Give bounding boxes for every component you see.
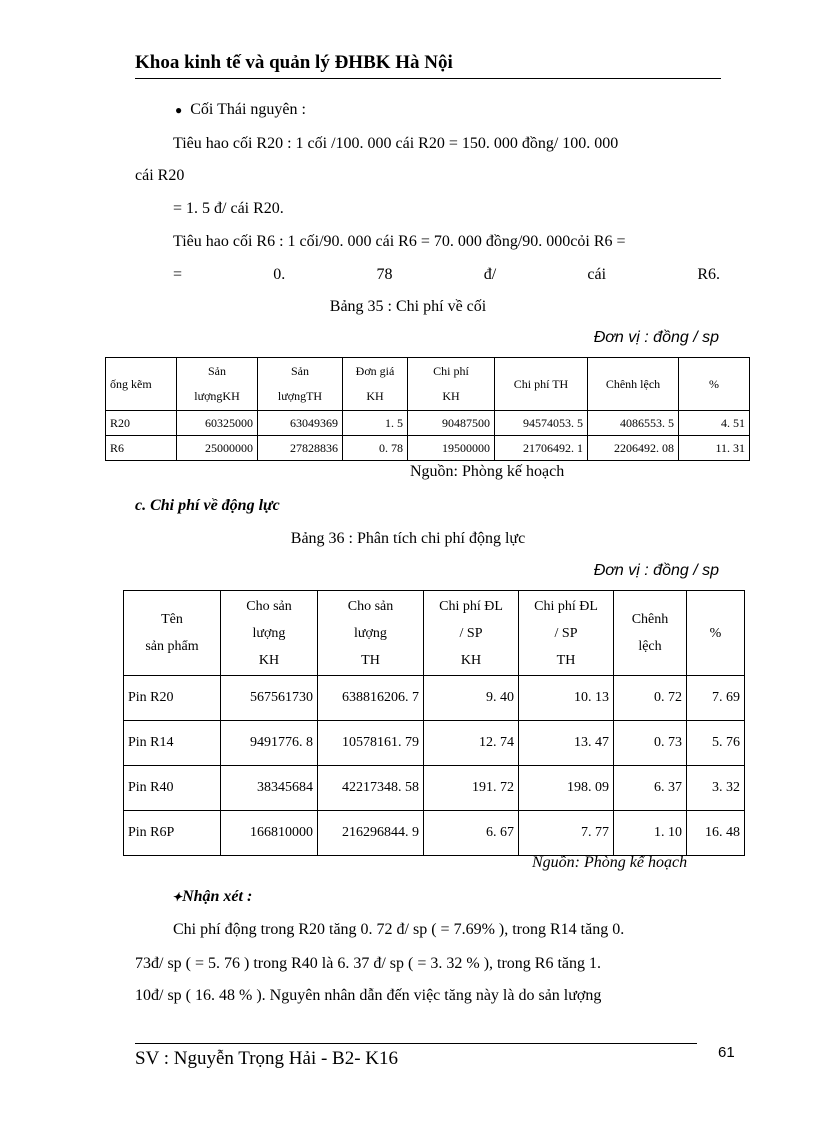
word: 0. xyxy=(273,266,286,283)
header-text: Chi phí ĐL / SP KH xyxy=(439,598,503,668)
header-cell xyxy=(424,591,519,676)
table-cell: 0. 73 xyxy=(614,721,687,766)
table-cell: 7. 77 xyxy=(519,811,614,856)
bullet-text: Cối Thái nguyên : xyxy=(190,101,306,118)
table-cell: 10. 13 xyxy=(519,676,614,721)
table-cell: R20 xyxy=(106,411,177,436)
bullet-dot-icon: ● xyxy=(175,103,183,117)
header-cell xyxy=(124,591,221,676)
table-source: Nguồn: Phòng kế hoạch xyxy=(532,854,688,871)
table-cell: 638816206. 7 xyxy=(318,676,424,721)
table-cell: 4. 51 xyxy=(679,411,750,436)
table-cell: 2206492. 08 xyxy=(588,436,679,461)
justified-line xyxy=(173,266,720,284)
header-cell: ống kẽm xyxy=(106,358,177,411)
paragraph-line: = 1. 5 đ/ cái R20. xyxy=(173,200,284,217)
word: = xyxy=(173,266,183,283)
table-cell: 9. 40 xyxy=(424,676,519,721)
footer-rule xyxy=(135,1043,697,1044)
word: 78 xyxy=(376,266,393,283)
header-cell xyxy=(221,591,318,676)
header-cell xyxy=(177,358,258,411)
table-cell: 0. 72 xyxy=(614,676,687,721)
table-cell: 90487500 xyxy=(408,411,495,436)
table-cell: 5. 76 xyxy=(687,721,745,766)
header-cell xyxy=(343,358,408,411)
header-cell xyxy=(519,591,614,676)
table-cell: Pin R20 xyxy=(124,676,221,721)
header-text: Chênh lệch xyxy=(631,612,669,654)
table-cell: 6. 37 xyxy=(614,766,687,811)
table-cell: 1. 10 xyxy=(614,811,687,856)
table-cell: Pin R14 xyxy=(124,721,221,766)
table-cell: 38345684 xyxy=(221,766,318,811)
header-text: Sản lượngKH xyxy=(194,364,240,403)
table-header-row xyxy=(124,591,745,676)
table-row xyxy=(124,811,745,856)
unit-label: Đơn vị : đồng / sp xyxy=(593,329,719,346)
cost-table-35 xyxy=(105,357,750,461)
paragraph-line: Tiêu hao cối R6 : 1 cối/90. 000 cái R6 = 70. 000 đồng/90. 000cỏi R6 = xyxy=(173,233,626,250)
table-row xyxy=(124,676,745,721)
table-cell: 216296844. 9 xyxy=(318,811,424,856)
remark-heading xyxy=(172,888,252,906)
word: cái xyxy=(587,266,607,283)
page-footer: SV : Nguyễn Trọng Hải - B2- K16 xyxy=(135,1048,399,1069)
table-cell: 21706492. 1 xyxy=(495,436,588,461)
paragraph-line: cái R20 xyxy=(135,167,185,184)
header-text: Đơn giá KH xyxy=(355,364,395,403)
header-cell: Chi phí TH xyxy=(495,358,588,411)
header-cell: % xyxy=(679,358,750,411)
table-cell: 27828836 xyxy=(258,436,343,461)
table-cell: R6 xyxy=(106,436,177,461)
table-cell: 13. 47 xyxy=(519,721,614,766)
table-row xyxy=(124,766,745,811)
table-cell: 10578161. 79 xyxy=(318,721,424,766)
table-caption: Bảng 35 : Chi phí về cối xyxy=(329,298,487,315)
table-row xyxy=(106,436,750,461)
table-cell: 7. 69 xyxy=(687,676,745,721)
paragraph-line: 73đ/ sp ( = 5. 76 ) trong R40 là 6. 37 đ/ sp ( = 3. 32 % ), trong R6 tăng 1. xyxy=(135,955,602,972)
word: đ/ xyxy=(483,266,497,283)
table-cell: 0. 78 xyxy=(343,436,408,461)
table-cell: Pin R40 xyxy=(124,766,221,811)
paragraph-line xyxy=(173,135,720,153)
header-rule xyxy=(135,78,721,79)
header-text: Cho sản lượng TH xyxy=(347,598,394,668)
table-cell: 25000000 xyxy=(177,436,258,461)
table-row xyxy=(124,721,745,766)
paragraph-line: 10đ/ sp ( 16. 48 % ). Nguyên nhân dẫn đến việc tăng này là do sản lượng xyxy=(135,987,602,1004)
table-cell: 63049369 xyxy=(258,411,343,436)
header-cell: Chênh lệch xyxy=(588,358,679,411)
paragraph-line: Chi phí động trong R20 tăng 0. 72 đ/ sp ( = 7.69% ), trong R14 tăng 0. xyxy=(173,921,625,938)
table-cell: 4086553. 5 xyxy=(588,411,679,436)
table-cell: 16. 48 xyxy=(687,811,745,856)
table-cell: 60325000 xyxy=(177,411,258,436)
table-row xyxy=(106,411,750,436)
table-cell: 191. 72 xyxy=(424,766,519,811)
header-cell: % xyxy=(687,591,745,676)
remark-title: Nhận xét : xyxy=(182,888,253,905)
header-cell xyxy=(318,591,424,676)
header-text: Sản lượngTH xyxy=(277,364,323,403)
table-cell: 198. 09 xyxy=(519,766,614,811)
table-cell: 166810000 xyxy=(221,811,318,856)
text-span: Tiêu hao cối R20 : 1 cối /100. 000 cái R20 = 150. 000 đồng/ 100. 000 xyxy=(173,135,619,152)
header-cell xyxy=(614,591,687,676)
table-cell: Pin R6P xyxy=(124,811,221,856)
table-cell: 1. 5 xyxy=(343,411,408,436)
table-cell: 11. 31 xyxy=(679,436,750,461)
header-text: Tên sản phẩm xyxy=(145,612,199,654)
star-bullet-icon: ✦ xyxy=(172,890,183,904)
table-caption: Bảng 36 : Phân tích chi phí động lực xyxy=(290,530,526,547)
table-cell: 6. 67 xyxy=(424,811,519,856)
section-heading: c. Chi phí về động lực xyxy=(135,497,280,514)
table-cell: 3. 32 xyxy=(687,766,745,811)
table-cell: 94574053. 5 xyxy=(495,411,588,436)
table-cell: 19500000 xyxy=(408,436,495,461)
bullet-item xyxy=(175,101,306,119)
power-cost-table-36 xyxy=(123,590,745,856)
header-text: Cho sản lượng KH xyxy=(246,598,292,668)
page-header: Khoa kinh tế và quản lý ĐHBK Hà Nội xyxy=(135,52,453,73)
unit-label: Đơn vị : đồng / sp xyxy=(593,562,719,579)
table-cell: 42217348. 58 xyxy=(318,766,424,811)
header-text: Chi phí KH xyxy=(433,364,469,403)
table-source: Nguồn: Phòng kế hoạch xyxy=(410,463,565,480)
table-cell: 12. 74 xyxy=(424,721,519,766)
header-text: Chi phí ĐL / SP TH xyxy=(534,598,598,668)
table-header-row xyxy=(106,358,750,411)
page-number: 61 xyxy=(718,1044,735,1061)
table-cell: 9491776. 8 xyxy=(221,721,318,766)
header-cell xyxy=(408,358,495,411)
word: R6. xyxy=(697,266,720,283)
table-cell: 567561730 xyxy=(221,676,318,721)
header-cell xyxy=(258,358,343,411)
